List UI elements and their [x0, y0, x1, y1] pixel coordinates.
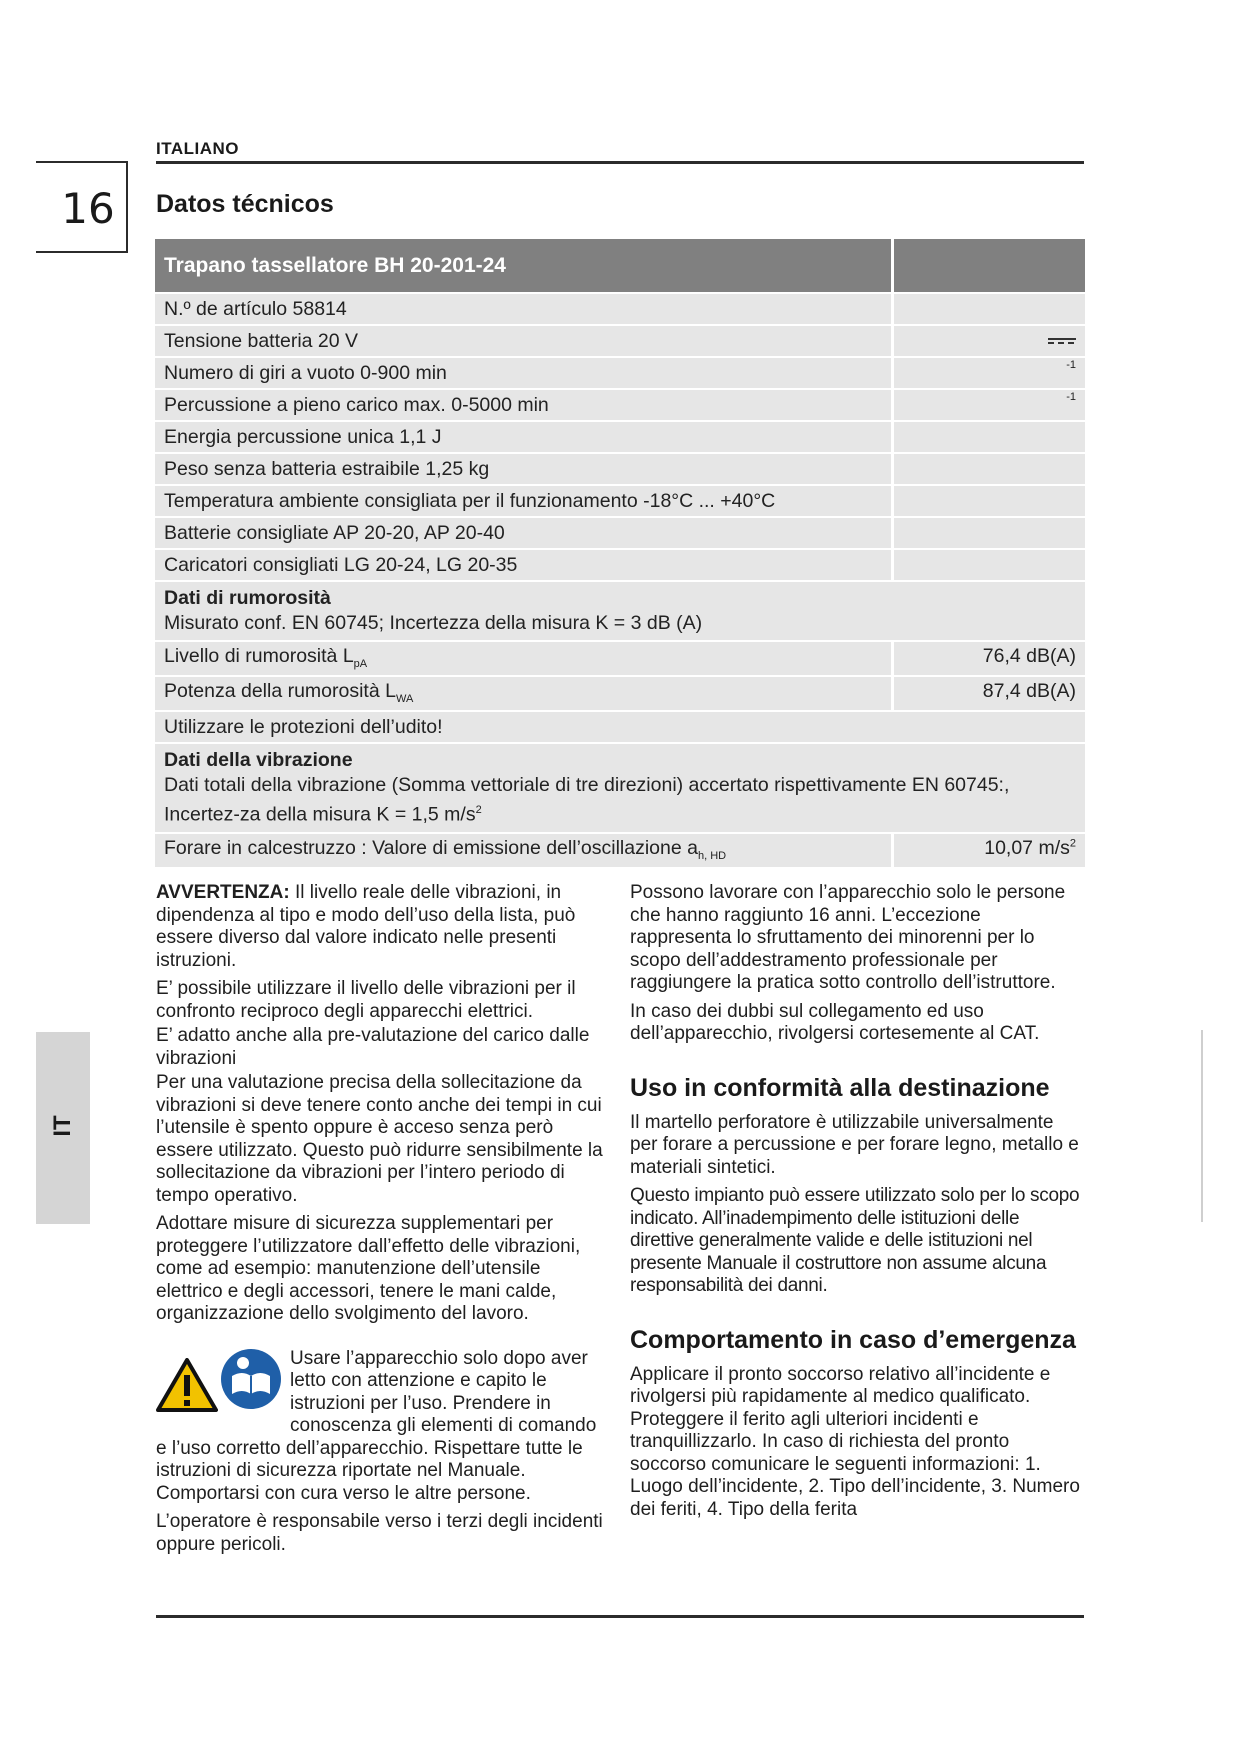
table-row: [155, 518, 1085, 548]
table-row: [155, 677, 1085, 710]
emergency-heading: Comportamento in caso d’emergenza: [630, 1325, 1076, 1354]
margin-mark: [1201, 1030, 1203, 1222]
paragraph: In caso dei dubbi sul collegamento ed uso dell’apparecchio, rivolgersi cortesemente al CAT.: [630, 1000, 1040, 1044]
safety-icons: [156, 1348, 290, 1420]
language-side-tab-label: IT: [49, 1115, 76, 1137]
instructions-paragraph: Usare l’apparecchio solo dopo aver letto con attenzione e capito le istruzioni per l’uso. Prendere in conoscenza gli elementi di comando e l’uso corretto dell’apparecchio. Rispettare tutte le istruzioni di sicurezza riportate nel Manuale. Comportarsi con cura verso le altre persone.: [156, 1347, 597, 1504]
table-row: [155, 582, 1085, 640]
table-row: [155, 712, 1085, 742]
noise-power: Potenza della rumorosità $L_{WA}$: [155, 677, 891, 710]
vibration-emission-value: 10,07 $m/s^2$: [891, 834, 1085, 867]
table-row: [155, 294, 1085, 324]
noise-pressure: Livello di rumorosità $L_{pA}$: [155, 642, 891, 675]
intended-use-heading: Uso in conformità alla destinazione: [630, 1073, 1050, 1102]
noise-section: [155, 582, 1085, 640]
right-column: [630, 882, 1080, 1527]
spec-label: Percussione a pieno carico max. 0-5000 min: [155, 390, 891, 420]
left-column: [156, 882, 608, 1562]
vibration-section: Dati della vibrazione Dati totali della vibrazione (Somma vettoriale di tre direzioni) accertato rispettivamente EN 60745:, Incertez-za della misura K = 1,5 $m/s^2$: [155, 744, 1085, 832]
paragraph: E’ adatto anche alla pre-valutazione del carico dalle vibrazioni: [156, 1025, 590, 1069]
noise-heading: Dati di rumorosità: [164, 587, 331, 609]
read-manual-icon: [220, 1348, 282, 1410]
warning-label: AVVERTENZA:: [156, 882, 290, 903]
table-row: [155, 834, 1085, 867]
noise-power-value: 87,4 dB(A): [891, 677, 1085, 710]
paragraph: Possono lavorare con l’apparecchio solo le persone che hanno raggiunto 16 anni. L’eccezione rappresenta lo sfruttamento dei minorenni per lo scopo dell’addestramento professionale per raggiungere la pratica sotto controllo dell’istruttore.: [630, 882, 1066, 993]
table-row: [155, 326, 1085, 356]
dc-current-icon: [1048, 336, 1076, 346]
spec-label: Energia percussione unica 1,1 J: [155, 422, 891, 452]
vibration-emission: Forare in calcestruzzo : Valore di emissione dell’oscillazione $a_{h, HD}$: [155, 834, 891, 867]
hearing-protection-note: Utilizzare le protezioni dell’udito!: [155, 712, 1085, 742]
spec-unit-exponent: -1: [1066, 359, 1076, 371]
table-row: [155, 454, 1085, 484]
spec-table: [155, 237, 1085, 869]
spec-label: Temperatura ambiente consigliata per il funzionamento -18°C ... +40°C: [155, 486, 891, 516]
paragraph: Questo impianto può essere utilizzato solo per lo scopo indicato. All’inadempimento delle istituzioni delle direttive generalmente valide e delle istituzioni nel presente Manuale il costruttore non assume alcuna responsabilità dei danni.: [630, 1185, 1080, 1296]
table-row: [155, 550, 1085, 580]
table-row: [155, 642, 1085, 675]
warning-triangle-icon: [156, 1358, 218, 1412]
spec-label: Tensione batteria 20 V: [155, 326, 891, 356]
noise-measure: Misurato conf. EN 60745; Incertezza della misura K = 3 dB (A): [164, 612, 703, 634]
spec-label: Caricatori consigliati LG 20-24, LG 20-35: [155, 550, 891, 580]
language-header: ITALIANO: [156, 139, 240, 158]
spec-unit-exponent: -1: [1066, 391, 1076, 403]
header-rule: [156, 161, 1084, 164]
table-header-row: [155, 239, 1085, 292]
paragraph: Per una valutazione precisa della sollecitazione da vibrazioni si deve tenere conto anche dei tempi in cui l’utensile è spento oppure è acceso senza però essere utilizzato. Questo può ridurre sensibilmente la sollecitazione da vibrazioni per l’intero periodo di tempo operativo.: [156, 1072, 603, 1206]
spec-label: Peso senza batteria estraibile 1,25 kg: [155, 454, 891, 484]
spec-label: Batterie consigliate AP 20-20, AP 20-40: [155, 518, 891, 548]
safety-instructions-block: [156, 1348, 608, 1506]
table-row: [155, 744, 1085, 832]
footer-rule: [156, 1615, 1084, 1618]
warning-paragraph: AVVERTENZA: Il livello reale delle vibrazioni, in dipendenza al tipo e modo dell’uso della lista, può essere diverso dal valore indicato nelle presenti istruzioni.: [156, 882, 576, 971]
paragraph: Il martello perforatore è utilizzabile universalmente per forare a percussione e per forare legno, metallo e materiali sintetici.: [630, 1111, 1079, 1178]
spec-label: N.º de artículo 58814: [155, 294, 891, 324]
paragraph: E’ possibile utilizzare il livello delle vibrazioni per il confronto reciproco degli apparecchi elettrici.: [156, 978, 576, 1022]
paragraph: Applicare il pronto soccorso relativo all’incidente e rivolgersi più rapidamente al medico qualificato. Proteggere il ferito agli ulteriori incidenti e tranquillizzarlo. In caso di richiesta del pronto soccorso comunicare le seguenti informazioni: 1. Luogo dell’incidente, 2. Tipo dell’incidente, 3. Numero dei feriti, 4. Tipo della ferita: [630, 1363, 1080, 1520]
section-title: Datos técnicos: [156, 190, 334, 218]
table-row: [155, 358, 1085, 388]
spec-label: Numero di giri a vuoto 0-900 min: [155, 358, 891, 388]
noise-pressure-value: 76,4 dB(A): [891, 642, 1085, 675]
page-number: 16: [61, 184, 115, 233]
vibration-text: Dati totali della vibrazione (Somma vettoriale di tre direzioni) accertato rispettivamente EN 60745:, Incertez-za della misura K = 1,5 m/s: [164, 774, 1010, 826]
vibration-heading: Dati della vibrazione: [164, 749, 353, 771]
table-title: Trapano tassellatore BH 20-201-24: [155, 239, 891, 292]
table-row: [155, 390, 1085, 420]
table-row: [155, 486, 1085, 516]
table-header-value: [891, 239, 1085, 292]
paragraph: Adottare misure di sicurezza supplementari per proteggere l’utilizzatore dall’effetto delle vibrazioni, come ad esempio: manutenzione dell’utensile elettrico e degli accessori, tenere le mani calde, organizzazione dello svolgimento del lavoro.: [156, 1213, 581, 1324]
table-row: [155, 422, 1085, 452]
paragraph: L’operatore è responsabile verso i terzi degli incidenti oppure pericoli.: [156, 1511, 603, 1555]
